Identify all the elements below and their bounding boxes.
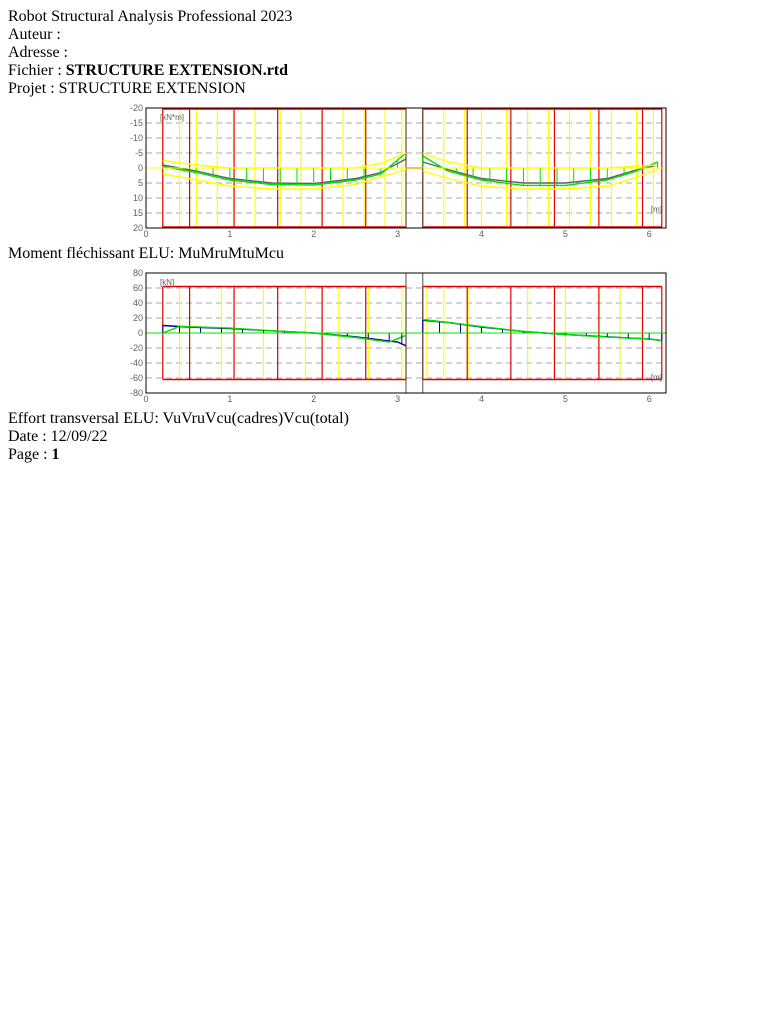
- x-tick-label: 3: [395, 394, 401, 404]
- series-line-mtu: [163, 153, 406, 168]
- page-label: Page :: [8, 446, 48, 463]
- y-unit-label: [kN]: [160, 278, 175, 287]
- y-tick-label: 5: [137, 178, 143, 188]
- x-tick-label: 4: [478, 229, 484, 239]
- y-tick-label: -10: [129, 133, 143, 143]
- legend-label: Vcu(total): [283, 410, 349, 427]
- y-tick-label: -80: [129, 388, 143, 398]
- x-tick-label: 6: [646, 394, 652, 404]
- series-line-mtu: [423, 153, 658, 168]
- date-value: 12/09/22: [50, 428, 108, 445]
- y-tick-label: 10: [132, 193, 143, 203]
- y-tick-label: 20: [132, 313, 143, 323]
- legend-label: Mu: [178, 245, 201, 262]
- project-line: [8, 80, 760, 98]
- x-tick-label: 0: [143, 394, 149, 404]
- y-tick-label: -15: [129, 118, 143, 128]
- x-tick-label: 1: [227, 394, 233, 404]
- y-tick-label: -5: [134, 148, 143, 158]
- y-tick-label: 80: [132, 268, 143, 278]
- x-tick-label: 4: [478, 394, 484, 404]
- moment-legend-title: Moment fléchissant ELU:: [8, 245, 175, 262]
- y-tick-label: -20: [129, 103, 143, 113]
- legend-label: Vru: [181, 410, 205, 427]
- address-label: Adresse :: [8, 44, 68, 61]
- series-line-vu: [163, 326, 406, 346]
- y-tick-label: -60: [129, 373, 143, 383]
- legend-label: Vcu(cadres): [205, 410, 284, 427]
- y-unit-label: [kN*m]: [160, 113, 184, 122]
- moment-chart: [8, 98, 760, 245]
- y-tick-label: 15: [132, 208, 143, 218]
- y-tick-label: 0: [137, 163, 143, 173]
- x-tick-label: 5: [562, 394, 568, 404]
- page-number: 1: [51, 446, 60, 463]
- series-line-mtu2: [163, 170, 406, 190]
- report-footer: [8, 428, 760, 464]
- shear-chart-plot: [8, 263, 768, 405]
- y-tick-label: 40: [132, 298, 143, 308]
- shear-legend: [8, 410, 760, 428]
- shear-chart: [8, 263, 760, 410]
- y-tick-label: 20: [132, 223, 143, 233]
- series-line-vru: [423, 320, 662, 341]
- file-line: [8, 62, 760, 80]
- file-label: Fichier :: [8, 62, 62, 79]
- legend-label: Mtu: [227, 245, 255, 262]
- app-name: Robot Structural Analysis Professional 2023: [8, 8, 293, 25]
- x-tick-label: 0: [143, 229, 149, 239]
- x-tick-label: 2: [311, 229, 317, 239]
- y-tick-label: -20: [129, 343, 143, 353]
- file-name: STRUCTURE EXTENSION.rtd: [65, 62, 289, 79]
- x-tick-label: 1: [227, 229, 233, 239]
- project-name: STRUCTURE EXTENSION: [58, 80, 246, 97]
- y-tick-label: 60: [132, 283, 143, 293]
- x-tick-label: 6: [646, 229, 652, 239]
- x-unit-label: [m]: [650, 373, 662, 382]
- legend-label: Mru: [200, 245, 228, 262]
- author-label: Auteur :: [8, 26, 61, 43]
- shear-legend-title: Effort transversal ELU:: [8, 410, 159, 427]
- y-tick-label: -40: [129, 358, 143, 368]
- report-header: [8, 8, 760, 98]
- date-label: Date :: [8, 428, 47, 445]
- legend-label: Vu: [162, 410, 182, 427]
- project-label: Projet :: [8, 80, 55, 97]
- x-tick-label: 5: [562, 229, 568, 239]
- x-tick-label: 3: [395, 229, 401, 239]
- moment-legend: [8, 245, 760, 263]
- series-line-vru: [163, 326, 406, 342]
- moment-chart-plot: [8, 98, 768, 240]
- x-tick-label: 2: [311, 394, 317, 404]
- y-tick-label: 0: [137, 328, 143, 338]
- x-unit-label: [m]: [650, 205, 662, 214]
- legend-label: Mcu: [254, 245, 284, 262]
